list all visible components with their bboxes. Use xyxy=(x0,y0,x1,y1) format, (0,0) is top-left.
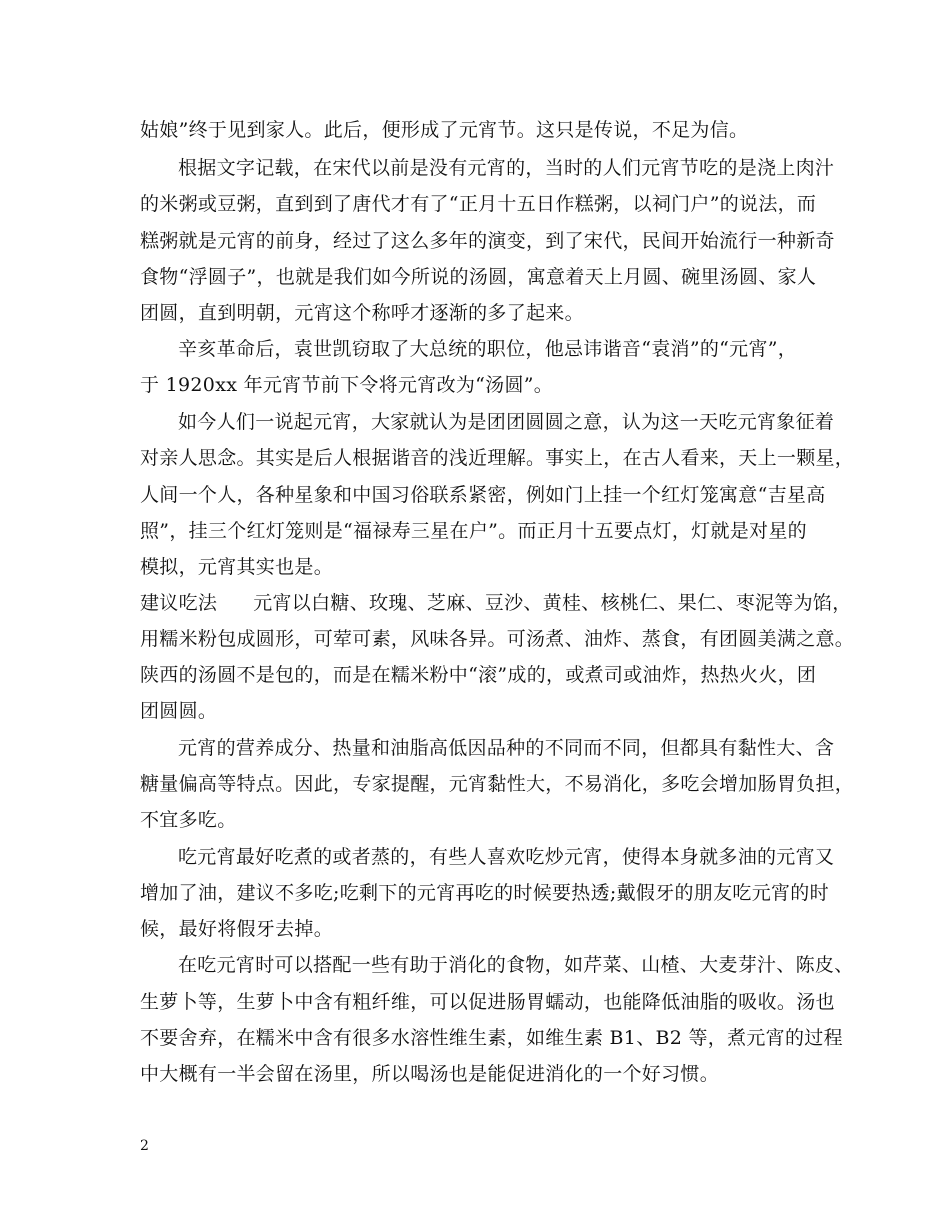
text-line: 团圆，直到明朝，元宵这个称呼才逐渐的多了起来。 xyxy=(140,302,584,324)
text-line: 辛亥革命后，袁世凯窃取了大总统的职位，他忌讳谐音“袁消”的“元宵”， xyxy=(178,338,798,360)
text-line: 不要舍弃，在糯米中含有很多水溶性维生素，如维生素 B1、B2 等，煮元宵的过程 xyxy=(140,1027,843,1049)
text-line: 于 1920xx 年元宵节前下令将元宵改为“汤圆”。 xyxy=(140,374,554,396)
text-line: 人间一个人，各种星象和中国习俗联系紧密，例如门上挂一个红灯笼寓意“吉星高 xyxy=(140,484,826,506)
text-line: 生萝卜等，生萝卜中含有粗纤维，可以促进肠胃蠕动，也能降低油脂的吸收。汤也 xyxy=(140,991,835,1013)
text-line: 用糯米粉包成圆形，可荤可素，风味各异。可汤煮、油炸、蒸食，有团圆美满之意。 xyxy=(140,628,855,650)
text-line: 照”，挂三个红灯笼则是“福禄寿三星在户”。而正月十五要点灯，灯就是对星的 xyxy=(140,520,807,542)
text-line: 模拟，元宵其实也是。 xyxy=(140,556,334,578)
page-number: 2 xyxy=(140,1138,149,1154)
text-line: 不宜多吃。 xyxy=(140,809,237,831)
section-line xyxy=(140,591,852,615)
text-line: 糕粥就是元宵的前身，经过了这么多年的演变，到了宋代，民间开始流行一种新奇 xyxy=(140,230,835,252)
text-line: 吃元宵最好吃煮的或者蒸的，有些人喜欢吃炒元宵，使得本身就多油的元宵又 xyxy=(178,846,835,868)
text-line: 中大概有一半会留在汤里，所以喝汤也是能促进消化的一个好习惯。 xyxy=(140,1063,720,1085)
text-line: 姑娘”终于见到家人。此后，便形成了元宵节。这只是传说，不足为信。 xyxy=(140,119,749,141)
text-line: 团圆圆。 xyxy=(140,700,218,722)
text-line: 根据文字记载，在宋代以前是没有元宵的，当时的人们元宵节吃的是浇上肉汁 xyxy=(178,157,835,179)
text-line: 如今人们一说起元宵，大家就认为是团团圆圆之意，认为这一天吃元宵象征着 xyxy=(178,411,835,433)
text-line: 候，最好将假牙去掉。 xyxy=(140,918,334,940)
text-line: 在吃元宵时可以搭配一些有助于消化的食物，如芹菜、山楂、大麦芽汁、陈皮、 xyxy=(178,954,854,976)
text-line: 对亲人思念。其实是后人根据谐音的浅近理解。事实上，在古人看来，天上一颗星， xyxy=(140,447,855,469)
text-line: 元宵以白糖、玫瑰、芝麻、豆沙、黄桂、核桃仁、果仁、枣泥等为馅， xyxy=(253,592,852,614)
text-line: 增加了油，建议不多吃;吃剩下的元宵再吃的时候要热透;戴假牙的朋友吃元宵的时 xyxy=(140,882,829,904)
text-line: 元宵的营养成分、热量和油脂高低因品种的不同而不同，但都具有黏性大、含 xyxy=(178,737,835,759)
text-line: 糖量偏高等特点。因此，专家提醒，元宵黏性大，不易消化，多吃会增加肠胃负担， xyxy=(140,773,855,795)
text-line: 的米粥或豆粥，直到到了唐代才有了“正月十五日作糕粥，以祠门户”的说法，而 xyxy=(140,193,817,215)
text-line: 陕西的汤圆不是包的，而是在糯米粉中“滚”成的，或煮司或油炸，热热火火，团 xyxy=(140,664,817,686)
section-label: 建议吃法 xyxy=(140,592,218,614)
text-line: 食物“浮圆子”，也就是我们如今所说的汤圆，寓意着天上月圆、碗里汤圆、家人 xyxy=(140,266,817,288)
